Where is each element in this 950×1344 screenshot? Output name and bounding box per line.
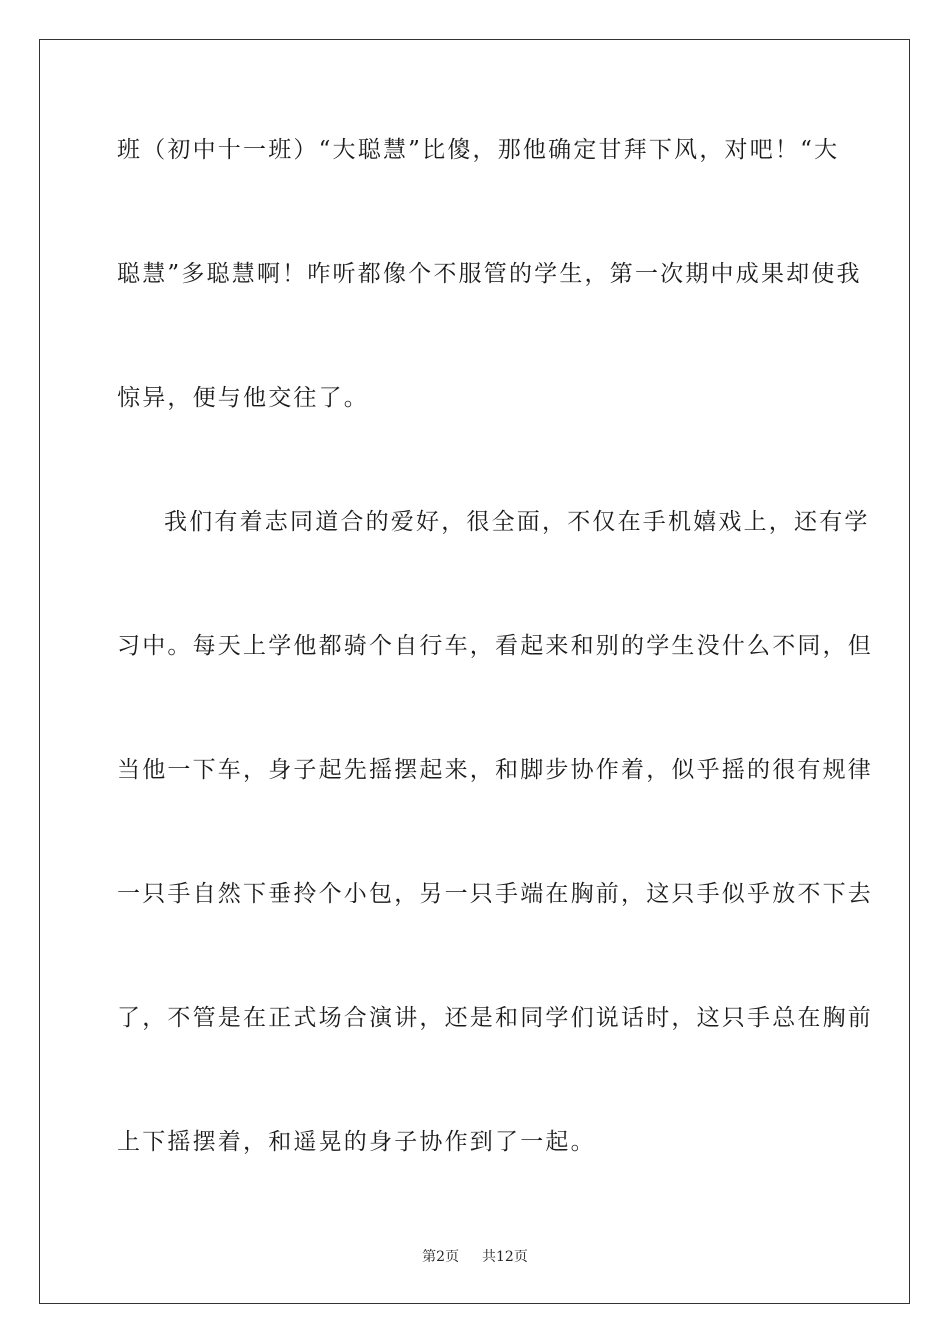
text-line: 当他一下车，身子起先摇摆起来，和脚步协作着，似乎摇的很有规律 [117, 757, 873, 783]
text-line: 聪慧”多聪慧啊！咋听都像个不服管的学生，第一次期中成果却使我 [117, 261, 862, 287]
text-line: 班（初中十一班）“大聪慧”比傻，那他确定甘拜下风，对吧！“大 [117, 137, 840, 163]
text-line: 了，不管是在正式场合演讲，还是和同学们说话时，这只手总在胸前 [117, 1005, 873, 1031]
page-border [39, 39, 910, 1304]
text-line: 习中。每天上学他都骑个自行车，看起来和别的学生没什么不同，但 [117, 633, 873, 659]
text-line: 一只手自然下垂拎个小包，另一只手端在胸前，这只手似乎放不下去 [117, 881, 873, 907]
text-line: 上下摇摆着，和遥晃的身子协作到了一起。 [117, 1129, 596, 1155]
page-footer [0, 1248, 950, 1266]
text-line: 惊异，便与他交往了。 [117, 385, 369, 411]
page-number: 第2页 [422, 1249, 460, 1265]
paragraph-first-line: 我们有着志同道合的爱好，很全面，不仅在手机嬉戏上，还有学 [164, 509, 870, 535]
total-pages: 共12页 [482, 1249, 528, 1265]
